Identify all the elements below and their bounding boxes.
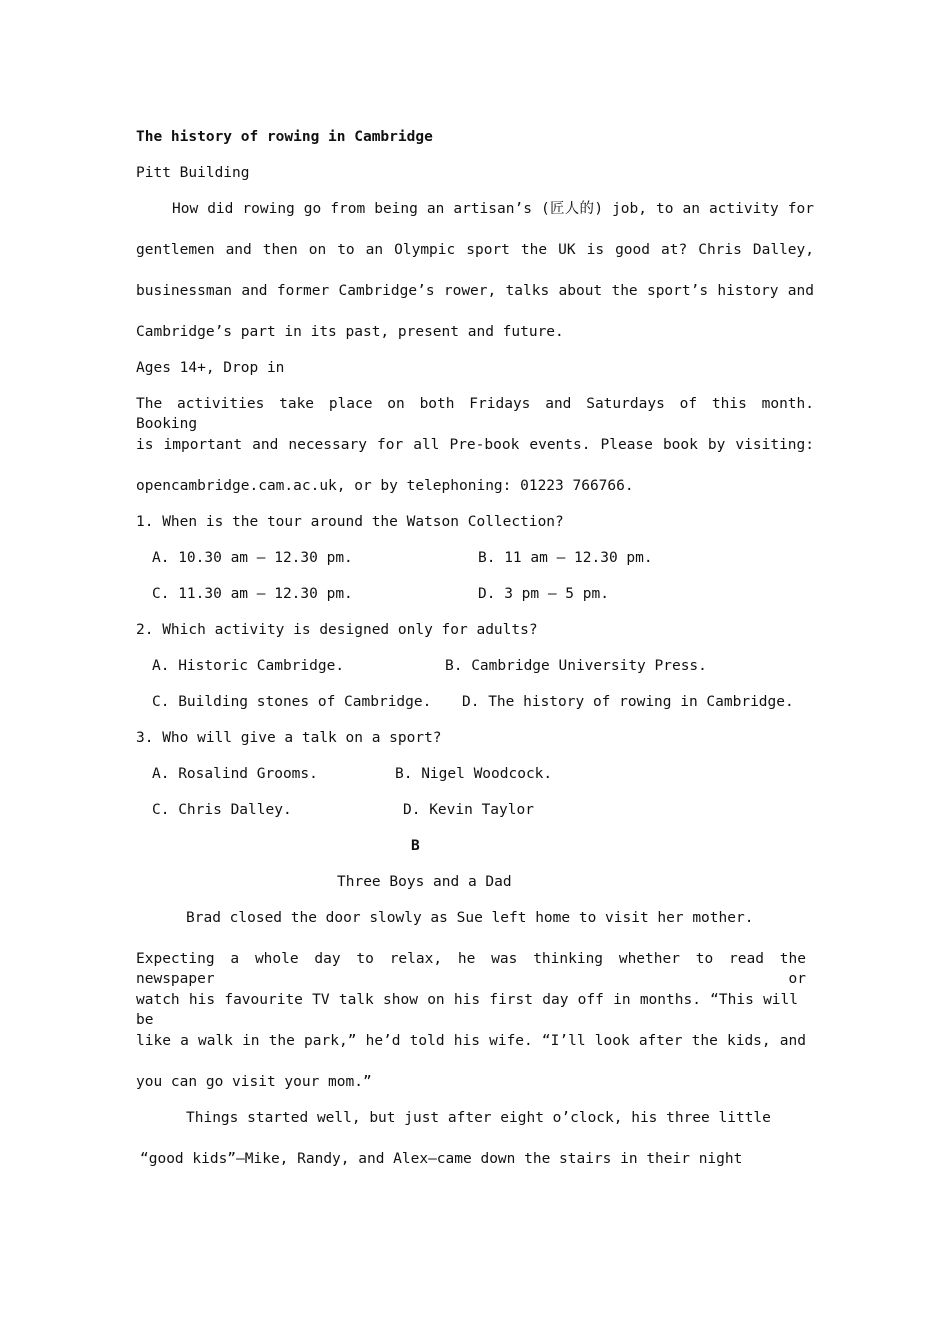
answer-option: D. The history of rowing in Cambridge. <box>462 694 794 710</box>
event-title: The history of rowing in Cambridge <box>136 129 433 145</box>
answer-option: A. 10.30 am – 12.30 pm. <box>152 550 353 566</box>
answer-option: C. Building stones of Cambridge. <box>152 694 432 710</box>
event-ages: Ages 14+, Drop in <box>136 360 285 376</box>
event-venue: Pitt Building <box>136 165 250 181</box>
passage-line: Things started well, but just after eight o’clock, his three little <box>186 1110 771 1126</box>
passage-title: Three Boys and a Dad <box>337 874 512 890</box>
question-stem: 2. Which activity is designed only for adults? <box>136 622 538 638</box>
description-line: businessman and former Cambridge’s rower, talks about the sport’s history and <box>136 283 814 299</box>
answer-option: D. 3 pm – 5 pm. <box>478 586 609 602</box>
description-line: gentlemen and then on to an Olympic sport the UK is good at? Chris Dalley, <box>136 242 814 258</box>
question-stem: 1. When is the tour around the Watson Collection? <box>136 514 564 530</box>
description-line: Cambridge’s part in its past, present and future. <box>136 324 564 340</box>
passage-line: Brad closed the door slowly as Sue left home to visit her mother. <box>186 910 754 926</box>
answer-option: D. Kevin Taylor <box>403 802 534 818</box>
answer-option: C. Chris Dalley. <box>152 802 292 818</box>
passage-line: like a walk in the park,” he’d told his wife. “I’ll look after the kids, and <box>136 1033 806 1049</box>
answer-option: A. Rosalind Grooms. <box>152 766 318 782</box>
notice-line: is important and necessary for all Pre-book events. Please book by visiting: <box>136 437 814 453</box>
passage-line: Expecting a whole day to relax, he was thinking whether to read the newspaper or <box>136 951 806 987</box>
answer-option: C. 11.30 am – 12.30 pm. <box>152 586 353 602</box>
question-stem: 3. Who will give a talk on a sport? <box>136 730 442 746</box>
passage-line: “good kids”—Mike, Randy, and Alex—came down the stairs in their night <box>140 1151 743 1167</box>
answer-option: B. 11 am – 12.30 pm. <box>478 550 653 566</box>
section-label: B <box>411 838 420 854</box>
answer-option: B. Cambridge University Press. <box>445 658 707 674</box>
notice-line: The activities take place on both Fridays and Saturdays of this month. Booking <box>136 396 814 432</box>
answer-option: A. Historic Cambridge. <box>152 658 345 674</box>
passage-line: you can go visit your mom.” <box>136 1074 372 1090</box>
answer-option: B. Nigel Woodcock. <box>395 766 553 782</box>
passage-line: watch his favourite TV talk show on his first day off in months. “This will be <box>136 992 798 1028</box>
notice-line: opencambridge.cam.ac.uk, or by telephoning: 01223 766766. <box>136 478 634 494</box>
description-line: How did rowing go from being an artisan’s (匠人的) job, to an activity for <box>172 201 814 217</box>
